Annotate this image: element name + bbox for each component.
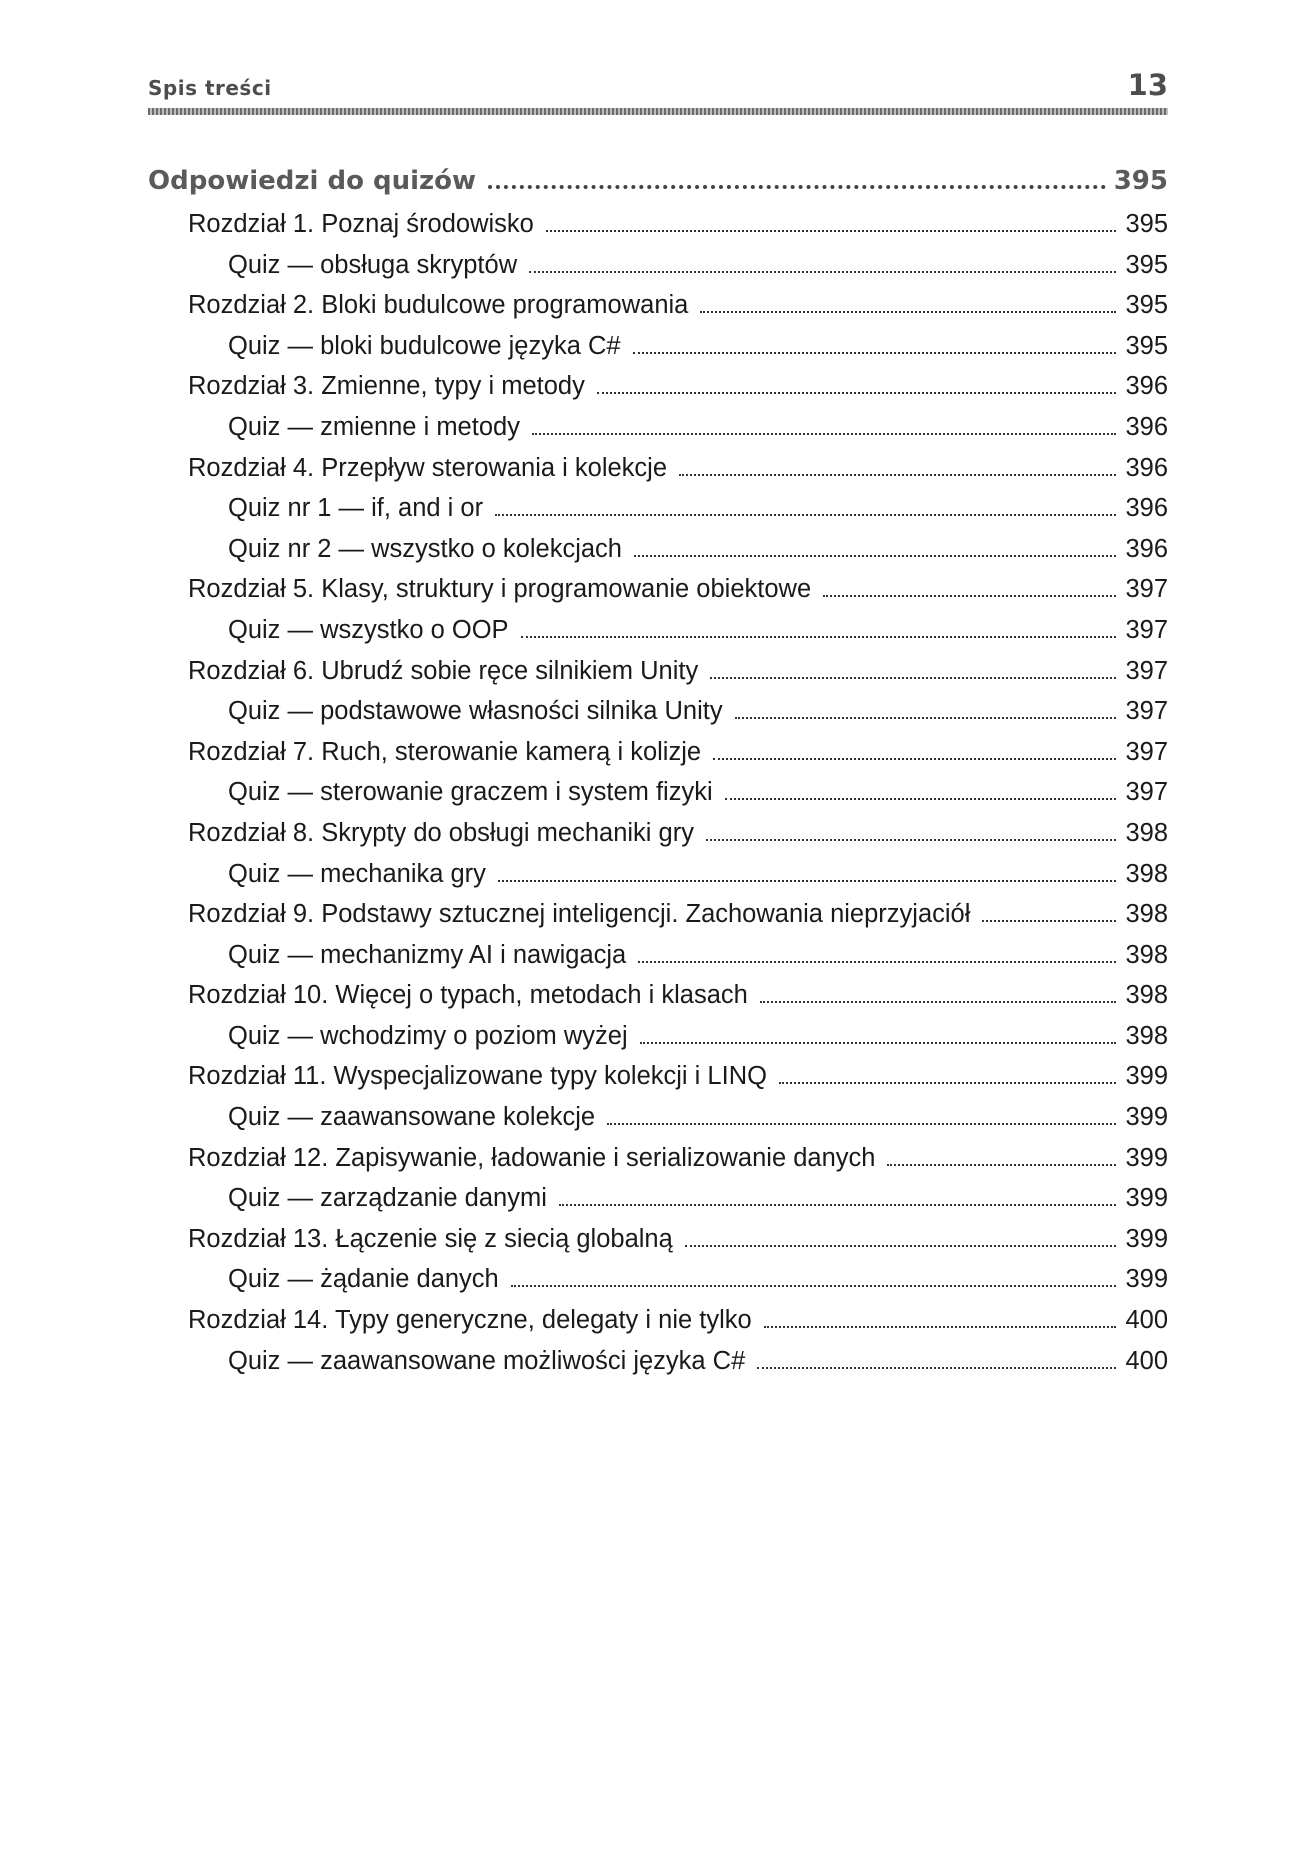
toc-chapter-entry[interactable] (148, 657, 1168, 698)
toc-entry-title: Quiz nr 2 — wszystko o kolekcjach (228, 534, 622, 563)
dot-leader (511, 1285, 1116, 1287)
toc-entry-title: Rozdział 7. Ruch, sterowanie kamerą i kolizje (188, 737, 702, 766)
toc-entry-title: Rozdział 8. Skrypty do obsługi mechaniki gry (188, 818, 694, 847)
toc-quiz-entry[interactable] (148, 494, 1168, 535)
toc-entry-page: 396 (1125, 534, 1168, 563)
toc-entry-page: 399 (1125, 1143, 1168, 1172)
dot-leader (700, 311, 1116, 313)
toc-entry-title: Quiz — mechanika gry (228, 859, 486, 888)
toc-entry-page: 397 (1125, 575, 1168, 604)
toc-entry-title: Quiz — zaawansowane kolekcje (228, 1103, 596, 1132)
toc-entry-title: Quiz — podstawowe własności silnika Unity (228, 697, 723, 726)
toc-quiz-entry[interactable] (148, 778, 1168, 819)
toc-entry-title: Quiz — bloki budulcowe języka C# (228, 331, 621, 360)
dot-leader (710, 677, 1116, 679)
running-head (148, 66, 1168, 110)
toc-chapter-entry[interactable] (148, 1306, 1168, 1347)
dot-leader (706, 839, 1116, 841)
dot-leader (597, 392, 1116, 394)
dot-leader (757, 1367, 1116, 1369)
toc-entry-page: 397 (1125, 656, 1168, 685)
toc-entry-page: 398 (1125, 940, 1168, 969)
toc-chapter-entry[interactable] (148, 575, 1168, 616)
dot-leader (823, 595, 1116, 597)
toc-entry-title: Rozdział 13. Łączenie się z siecią globalną (188, 1224, 673, 1253)
toc-section-title: Odpowiedzi do quizów (148, 166, 477, 196)
toc-entry-page: 396 (1125, 494, 1168, 523)
dot-leader (607, 1123, 1116, 1125)
toc-chapter-entry[interactable] (148, 819, 1168, 860)
toc-chapter-entry[interactable] (148, 738, 1168, 779)
toc-quiz-entry[interactable] (148, 697, 1168, 738)
toc-chapter-entry[interactable] (148, 210, 1168, 251)
toc-quiz-entry[interactable] (148, 1103, 1168, 1144)
toc-section-heading[interactable] (148, 166, 1168, 210)
toc-chapter-entry[interactable] (148, 454, 1168, 495)
toc-quiz-entry[interactable] (148, 941, 1168, 982)
dot-leader (495, 514, 1116, 516)
toc-entry-page: 398 (1125, 900, 1168, 929)
header-rule (148, 108, 1168, 115)
toc-quiz-entry[interactable] (148, 332, 1168, 373)
toc-quiz-entry[interactable] (148, 1022, 1168, 1063)
toc-entry-title: Rozdział 1. Poznaj środowisko (188, 210, 534, 238)
toc-entry-title: Rozdział 4. Przepływ sterowania i kolekcje (188, 453, 668, 482)
toc-entry-title: Quiz — sterowanie graczem i system fizyki (228, 778, 713, 807)
toc-entry-title: Quiz — zaawansowane możliwości języka C# (228, 1346, 746, 1375)
dot-leader (887, 1164, 1116, 1166)
toc-entry-title: Rozdział 12. Zapisywanie, ładowanie i serializowanie danych (188, 1143, 876, 1172)
toc-entry-page: 395 (1125, 250, 1168, 279)
toc-entry-title: Rozdział 11. Wyspecjalizowane typy kolekcji i LINQ (188, 1062, 767, 1091)
dot-leader (488, 185, 1106, 189)
dot-leader (679, 474, 1116, 476)
page-number: 13 (1127, 68, 1168, 102)
dot-leader (498, 880, 1116, 882)
table-of-contents (148, 166, 1168, 1387)
toc-entry-page: 400 (1125, 1306, 1168, 1335)
toc-entry-page: 398 (1125, 859, 1168, 888)
toc-entry-title: Quiz — mechanizmy AI i nawigacja (228, 940, 627, 969)
dot-leader (713, 758, 1116, 760)
toc-entry-page: 399 (1125, 1184, 1168, 1213)
toc-entry-page: 399 (1125, 1224, 1168, 1253)
toc-entry-title: Quiz — wchodzimy o poziom wyżej (228, 1021, 628, 1050)
toc-entry-page: 396 (1125, 412, 1168, 441)
toc-entry-page: 395 (1125, 210, 1168, 238)
toc-entry-page: 396 (1125, 453, 1168, 482)
dot-leader (529, 271, 1116, 273)
toc-quiz-entry[interactable] (148, 413, 1168, 454)
dot-leader (633, 352, 1116, 354)
toc-entry-title: Rozdział 3. Zmienne, typy i metody (188, 372, 585, 401)
toc-entry-page: 398 (1125, 981, 1168, 1010)
toc-quiz-entry[interactable] (148, 616, 1168, 657)
toc-entry-title: Quiz — zmienne i metody (228, 412, 520, 441)
dot-leader (532, 433, 1116, 435)
toc-quiz-entry[interactable] (148, 860, 1168, 901)
dot-leader (521, 636, 1116, 638)
toc-entry-title: Rozdział 9. Podstawy sztucznej inteligencji. Zachowania nieprzyjaciół (188, 900, 971, 929)
toc-entry-title: Rozdział 14. Typy generyczne, delegaty i nie tylko (188, 1306, 752, 1335)
toc-entry-title: Quiz — zarządzanie danymi (228, 1184, 547, 1213)
toc-entry-page: 398 (1125, 1021, 1168, 1050)
toc-chapter-entry[interactable] (148, 900, 1168, 941)
toc-entry-page: 399 (1125, 1265, 1168, 1294)
dot-leader (982, 920, 1116, 922)
toc-entry-page: 397 (1125, 778, 1168, 807)
dot-leader (640, 1042, 1116, 1044)
dot-leader (779, 1082, 1116, 1084)
toc-entry-title: Rozdział 5. Klasy, struktury i programowanie obiektowe (188, 575, 812, 604)
toc-entry-page: 397 (1125, 697, 1168, 726)
dot-leader (638, 961, 1116, 963)
toc-chapter-entry[interactable] (148, 981, 1168, 1022)
dot-leader (559, 1204, 1116, 1206)
dot-leader (760, 1001, 1116, 1003)
toc-entry-title: Rozdział 2. Bloki budulcowe programowania (188, 291, 689, 320)
toc-section-page: 395 (1113, 166, 1168, 196)
toc-entry-page: 395 (1125, 291, 1168, 320)
dot-leader (725, 798, 1116, 800)
dot-leader (634, 555, 1116, 557)
toc-entry-title: Quiz — wszystko o OOP (228, 615, 509, 644)
toc-entry-title: Quiz — żądanie danych (228, 1265, 499, 1294)
toc-entry-title: Rozdział 10. Więcej o typach, metodach i klasach (188, 981, 748, 1010)
toc-quiz-entry[interactable] (148, 1184, 1168, 1225)
toc-quiz-entry[interactable] (148, 1265, 1168, 1306)
toc-chapter-entry[interactable] (148, 1062, 1168, 1103)
toc-quiz-entry[interactable] (148, 251, 1168, 292)
toc-chapter-entry[interactable] (148, 291, 1168, 332)
toc-quiz-entry[interactable] (148, 1347, 1168, 1388)
toc-entry-page: 396 (1125, 372, 1168, 401)
running-head-title: Spis treści (148, 76, 272, 100)
dot-leader (685, 1245, 1116, 1247)
toc-entry-title: Quiz — obsługa skryptów (228, 250, 518, 279)
toc-chapter-entry[interactable] (148, 372, 1168, 413)
toc-list (148, 210, 1168, 1387)
toc-entry-page: 395 (1125, 331, 1168, 360)
toc-entry-page: 397 (1125, 615, 1168, 644)
toc-entry-page: 398 (1125, 818, 1168, 847)
toc-entry-page: 399 (1125, 1062, 1168, 1091)
toc-quiz-entry[interactable] (148, 535, 1168, 576)
dot-leader (546, 230, 1116, 232)
dot-leader (735, 717, 1116, 719)
toc-entry-page: 400 (1125, 1346, 1168, 1375)
toc-entry-title: Rozdział 6. Ubrudź sobie ręce silnikiem Unity (188, 656, 699, 685)
toc-entry-page: 399 (1125, 1103, 1168, 1132)
toc-chapter-entry[interactable] (148, 1144, 1168, 1185)
toc-entry-page: 397 (1125, 737, 1168, 766)
toc-entry-title: Quiz nr 1 — if, and i or (228, 494, 484, 523)
dot-leader (764, 1326, 1116, 1328)
toc-chapter-entry[interactable] (148, 1225, 1168, 1266)
